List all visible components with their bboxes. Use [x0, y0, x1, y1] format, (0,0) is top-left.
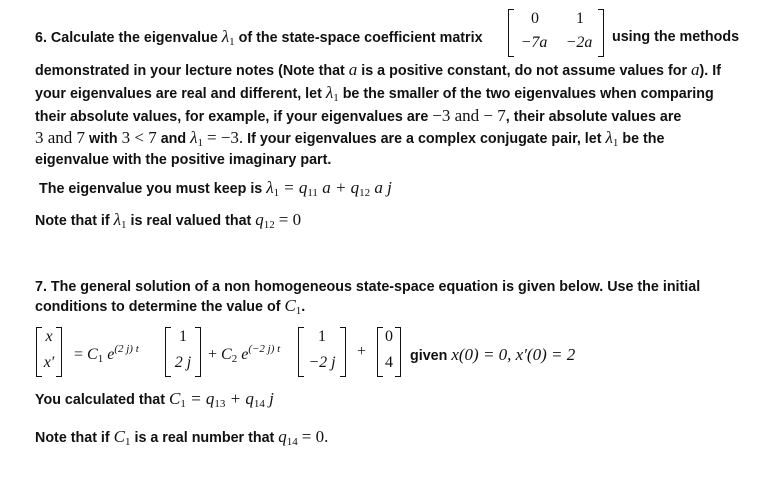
q6-intro-rest: of the state-space coefficient matrix [238, 30, 483, 46]
eigenvector-2: 1 −2 j [298, 327, 346, 377]
q6-note-line: Note that if $\lambda_1$ is real valued that $q_{12} = 0$ [35, 210, 302, 231]
q6-line5: 3 and 7 with 3 < 7 and $\lambda_1 = -3$. If your eigenvalues are a complex conjugate pair, let $\lambda_1$ be the [35, 128, 665, 149]
q6-after-matrix: using the methods [612, 29, 740, 45]
lambda1-symbol: $\lambda_1$ [221, 27, 235, 48]
term2: + $C_2$ $e^{(-2 j) t}$ [208, 343, 281, 365]
q6-keep-line: The eigenvalue you must keep is $\lambda_1 = q_{11}$ $a + q_{12}$ a j [39, 178, 392, 199]
q6-line3: your eigenvalues are real and different, let $\lambda_1$ be the smaller of the two eigenvalues when comparing [35, 83, 714, 104]
matrix-a12: 1 [576, 10, 584, 27]
initial-conditions: given x(0) = 0, x′(0) = 2 [410, 345, 576, 364]
q6-line1 [35, 28, 483, 51]
q7-line1: 7. The general solution of a non homogeneous state-space equation is given below. Use the initial [35, 279, 701, 295]
q6-number: 6. [35, 30, 47, 46]
q6-line4: their absolute values, for example, if your eigenvalues are −3 and − 7, their absolute values are [35, 106, 682, 125]
lhs-vector: x x′ [36, 327, 62, 377]
q7-note-line: Note that if $C_1$ is a real number that $q_{14} = 0$. [35, 427, 329, 448]
q7-calc-line: You calculated that $C_1 = q_{13} + q_{14}$ j [35, 389, 274, 410]
q6-intro: Calculate the eigenvalue [50, 30, 218, 46]
q6-line6: eigenvalue with the positive imaginary part. [35, 152, 332, 168]
plus-sign: + [357, 343, 367, 360]
term1: = $C_1$ $e^{(2 j) t}$ [74, 343, 139, 365]
q6-line2: demonstrated in your lecture notes (Note that a is a positive constant, do not assume values for a). If [35, 60, 721, 79]
q7-line2: conditions to determine the value of $C_1$. [35, 296, 306, 317]
eigenvector-1: 1 2 j [165, 327, 201, 377]
matrix-a11: 0 [531, 10, 539, 27]
matrix-a22: −2a [565, 34, 593, 51]
coefficient-matrix [508, 9, 604, 57]
matrix-a21: −7a [520, 34, 548, 51]
particular-vector: 0 4 [377, 327, 401, 377]
